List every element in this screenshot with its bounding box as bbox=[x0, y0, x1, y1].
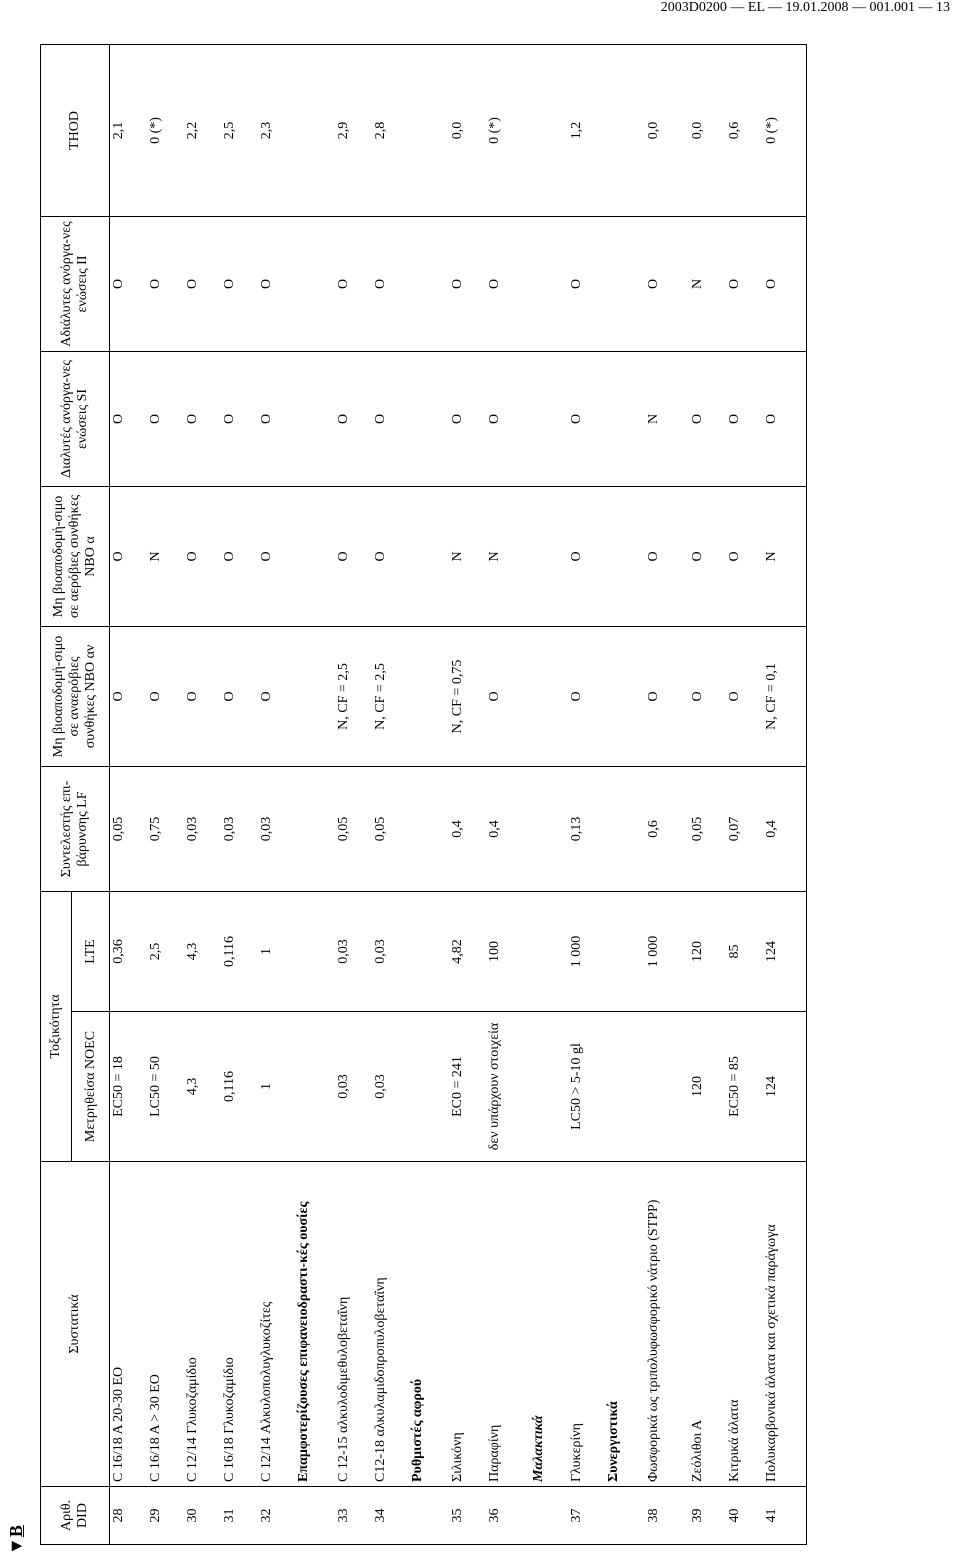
lte-cell: 4,3 bbox=[184, 891, 221, 1011]
component-cell: Πολυκαρβονικά άλατα και σχετικά παράγωγα bbox=[763, 1162, 807, 1487]
lf-cell: 0,05 bbox=[335, 766, 372, 891]
lte-cell: 1 000 bbox=[645, 891, 689, 1011]
did-cell: 32 bbox=[258, 1487, 295, 1545]
lte-cell: 4,82 bbox=[449, 891, 486, 1011]
thod-cell: 2,9 bbox=[335, 44, 372, 216]
si-cell: O bbox=[689, 351, 726, 486]
aerobic-cell: O bbox=[645, 486, 689, 626]
table-body bbox=[110, 44, 807, 1544]
lte-cell: 124 bbox=[763, 891, 807, 1011]
thod-cell: 2,2 bbox=[184, 44, 221, 216]
ii-cell: O bbox=[221, 216, 258, 351]
empty-cell bbox=[605, 626, 645, 766]
header-thod: THOD bbox=[41, 44, 110, 216]
lf-cell: 0,05 bbox=[689, 766, 726, 891]
empty-cell bbox=[530, 351, 568, 486]
table-row bbox=[335, 44, 372, 1544]
si-cell: O bbox=[486, 351, 530, 486]
empty-cell bbox=[409, 766, 449, 891]
table-row bbox=[221, 44, 258, 1544]
table-row bbox=[645, 44, 689, 1544]
section-row bbox=[530, 44, 568, 1544]
empty-cell bbox=[605, 486, 645, 626]
section-title: Συνεργιστικά bbox=[605, 1162, 645, 1487]
lte-cell: 1 000 bbox=[568, 891, 605, 1011]
did-cell: 41 bbox=[763, 1487, 807, 1545]
noec-cell: δεν υπάρχουν στοιχεία bbox=[486, 1012, 530, 1162]
empty-cell bbox=[409, 891, 449, 1011]
noec-cell: EC50 = 85 bbox=[726, 1012, 763, 1162]
did-cell bbox=[605, 1487, 645, 1545]
section-row bbox=[409, 44, 449, 1544]
lf-cell: 0,6 bbox=[645, 766, 689, 891]
lte-cell: 85 bbox=[726, 891, 763, 1011]
si-cell: O bbox=[449, 351, 486, 486]
ii-cell: O bbox=[258, 216, 295, 351]
ii-cell: O bbox=[726, 216, 763, 351]
component-cell: C 12/14 Αλκυλοπολυγλυκοζίτες bbox=[258, 1162, 295, 1487]
lf-cell: 0,07 bbox=[726, 766, 763, 891]
section-row bbox=[605, 44, 645, 1544]
lte-cell: 1 bbox=[258, 891, 295, 1011]
si-cell: O bbox=[335, 351, 372, 486]
empty-cell bbox=[530, 626, 568, 766]
did-cell: 31 bbox=[221, 1487, 258, 1545]
aerobic-cell: O bbox=[110, 486, 147, 626]
noec-cell bbox=[645, 1012, 689, 1162]
thod-cell: 0 (*) bbox=[486, 44, 530, 216]
thod-cell: 0,0 bbox=[449, 44, 486, 216]
component-cell: Σιλικόνη bbox=[449, 1162, 486, 1487]
header-anaerobic: Μη βιοαποδομή-σιμο σε αναερόβιες συνθήκες NBO αν bbox=[41, 626, 110, 766]
noec-cell: 4,3 bbox=[184, 1012, 221, 1162]
component-cell: C 16/18 A 20-30 EO bbox=[110, 1162, 147, 1487]
table-row bbox=[147, 44, 184, 1544]
table-row bbox=[110, 44, 147, 1544]
empty-cell bbox=[530, 891, 568, 1011]
ii-cell: O bbox=[335, 216, 372, 351]
lf-cell: 0,03 bbox=[221, 766, 258, 891]
thod-cell: 0,6 bbox=[726, 44, 763, 216]
component-cell: Ζεόλιθοι Α bbox=[689, 1162, 726, 1487]
noec-cell: 1 bbox=[258, 1012, 295, 1162]
empty-cell bbox=[409, 216, 449, 351]
anaerobic-cell: O bbox=[568, 626, 605, 766]
si-cell: O bbox=[184, 351, 221, 486]
section-title: Επαμφοτερίζουσες επιφανειοδραστι-κές ουσίες bbox=[295, 1162, 335, 1487]
lf-cell: 0,03 bbox=[184, 766, 221, 891]
lte-cell: 0,03 bbox=[335, 891, 372, 1011]
si-cell: N bbox=[645, 351, 689, 486]
section-row bbox=[295, 44, 335, 1544]
noec-cell: 0,03 bbox=[372, 1012, 409, 1162]
component-cell: Παραφίνη bbox=[486, 1162, 530, 1487]
empty-cell bbox=[605, 891, 645, 1011]
header-ii: Αδιάλυτες ανόργα-νες ενώσεις II bbox=[41, 216, 110, 351]
amendment-marker: ▼B bbox=[6, 1525, 26, 1555]
did-cell: 34 bbox=[372, 1487, 409, 1545]
empty-cell bbox=[295, 44, 335, 216]
table-row bbox=[184, 44, 221, 1544]
aerobic-cell: O bbox=[258, 486, 295, 626]
si-cell: O bbox=[147, 351, 184, 486]
ii-cell: O bbox=[763, 216, 807, 351]
noec-cell: 0,03 bbox=[335, 1012, 372, 1162]
lf-cell: 0,4 bbox=[486, 766, 530, 891]
empty-cell bbox=[409, 486, 449, 626]
empty-cell bbox=[530, 44, 568, 216]
aerobic-cell: N bbox=[449, 486, 486, 626]
lte-cell: 2,5 bbox=[147, 891, 184, 1011]
thod-cell: 2,3 bbox=[258, 44, 295, 216]
aerobic-cell: O bbox=[568, 486, 605, 626]
lte-cell: 0,03 bbox=[372, 891, 409, 1011]
noec-cell: LC50 > 5-10 gl bbox=[568, 1012, 605, 1162]
lf-cell: 0,05 bbox=[372, 766, 409, 891]
empty-cell bbox=[295, 766, 335, 891]
component-cell: C 12/14 Γλυκοζαμίδιο bbox=[184, 1162, 221, 1487]
aerobic-cell: O bbox=[184, 486, 221, 626]
ii-cell: N bbox=[689, 216, 726, 351]
noec-cell: EC50 = 18 bbox=[110, 1012, 147, 1162]
thod-cell: 2,1 bbox=[110, 44, 147, 216]
aerobic-cell: O bbox=[726, 486, 763, 626]
table-row bbox=[568, 44, 605, 1544]
lf-cell: 0,03 bbox=[258, 766, 295, 891]
header-lf: Συντελεστής επι-βάρυνσης LF bbox=[41, 766, 110, 891]
thod-cell: 0 (*) bbox=[763, 44, 807, 216]
aerobic-cell: N bbox=[486, 486, 530, 626]
table-row bbox=[449, 44, 486, 1544]
lte-cell: 0,116 bbox=[221, 891, 258, 1011]
anaerobic-cell: O bbox=[147, 626, 184, 766]
empty-cell bbox=[605, 351, 645, 486]
anaerobic-cell: O bbox=[726, 626, 763, 766]
did-cell: 33 bbox=[335, 1487, 372, 1545]
empty-cell bbox=[409, 44, 449, 216]
header-lte: LTE bbox=[72, 891, 110, 1011]
si-cell: O bbox=[568, 351, 605, 486]
thod-cell: 0,0 bbox=[689, 44, 726, 216]
empty-cell bbox=[530, 1012, 568, 1162]
did-cell: 35 bbox=[449, 1487, 486, 1545]
anaerobic-cell: O bbox=[110, 626, 147, 766]
empty-cell bbox=[409, 351, 449, 486]
ii-cell: O bbox=[147, 216, 184, 351]
aerobic-cell: O bbox=[221, 486, 258, 626]
lte-cell: 0,36 bbox=[110, 891, 147, 1011]
empty-cell bbox=[295, 486, 335, 626]
aerobic-cell: N bbox=[763, 486, 807, 626]
si-cell: O bbox=[221, 351, 258, 486]
thod-cell: 1,2 bbox=[568, 44, 605, 216]
empty-cell bbox=[295, 626, 335, 766]
table-row bbox=[486, 44, 530, 1544]
marker-letter: B bbox=[6, 1525, 26, 1538]
lte-cell: 100 bbox=[486, 891, 530, 1011]
anaerobic-cell: O bbox=[486, 626, 530, 766]
did-cell: 30 bbox=[184, 1487, 221, 1545]
noec-cell: 0,116 bbox=[221, 1012, 258, 1162]
si-cell: O bbox=[372, 351, 409, 486]
lf-cell: 0,75 bbox=[147, 766, 184, 891]
anaerobic-cell: O bbox=[221, 626, 258, 766]
empty-cell bbox=[295, 1012, 335, 1162]
header-aerobic: Μη βιοαποδομή-σιμο σε αερόβιες συνθήκες NBO α bbox=[41, 486, 110, 626]
lte-cell: 120 bbox=[689, 891, 726, 1011]
ii-cell: O bbox=[372, 216, 409, 351]
empty-cell bbox=[605, 216, 645, 351]
thod-cell: 2,8 bbox=[372, 44, 409, 216]
section-title: Μαλακτικά bbox=[530, 1162, 568, 1487]
rotated-table-container bbox=[40, 45, 935, 1545]
did-cell: 28 bbox=[110, 1487, 147, 1545]
section-title: Ρυθμιστές αφρού bbox=[409, 1162, 449, 1487]
ii-cell: O bbox=[110, 216, 147, 351]
lf-cell: 0,13 bbox=[568, 766, 605, 891]
component-cell: Κιτρικά άλατα bbox=[726, 1162, 763, 1487]
component-cell: C 16/18 A > 30 EO bbox=[147, 1162, 184, 1487]
empty-cell bbox=[605, 1012, 645, 1162]
aerobic-cell: N bbox=[147, 486, 184, 626]
header-toxicity: Τοξικότητα bbox=[41, 891, 72, 1161]
ii-cell: O bbox=[184, 216, 221, 351]
table-row bbox=[689, 44, 726, 1544]
did-cell: 38 bbox=[645, 1487, 689, 1545]
lf-cell: 0,4 bbox=[763, 766, 807, 891]
thod-cell: 0,0 bbox=[645, 44, 689, 216]
anaerobic-cell: N, CF = 0,75 bbox=[449, 626, 486, 766]
anaerobic-cell: O bbox=[258, 626, 295, 766]
si-cell: O bbox=[258, 351, 295, 486]
empty-cell bbox=[605, 766, 645, 891]
ii-cell: O bbox=[645, 216, 689, 351]
anaerobic-cell: O bbox=[689, 626, 726, 766]
empty-cell bbox=[530, 216, 568, 351]
header-noec: Μετρηθείσα NOEC bbox=[72, 1012, 110, 1162]
component-cell: C12-18 αλκυλαμιδοπροπυλοβεταΐνη bbox=[372, 1162, 409, 1487]
table-row bbox=[726, 44, 763, 1544]
header-components: Συστατικά bbox=[41, 1162, 110, 1487]
ii-cell: O bbox=[449, 216, 486, 351]
did-cell: 29 bbox=[147, 1487, 184, 1545]
did-cell: 37 bbox=[568, 1487, 605, 1545]
thod-cell: 2,5 bbox=[221, 44, 258, 216]
noec-cell: 124 bbox=[763, 1012, 807, 1162]
anaerobic-cell: N, CF = 2,5 bbox=[335, 626, 372, 766]
did-cell: 36 bbox=[486, 1487, 530, 1545]
empty-cell bbox=[295, 216, 335, 351]
did-cell: 39 bbox=[689, 1487, 726, 1545]
component-cell: Γλυκερίνη bbox=[568, 1162, 605, 1487]
table-row bbox=[763, 44, 807, 1544]
ingredients-table bbox=[40, 44, 807, 1545]
anaerobic-cell: N, CF = 0,1 bbox=[763, 626, 807, 766]
aerobic-cell: O bbox=[335, 486, 372, 626]
running-head: 2003D0200 — EL — 19.01.2008 — 001.001 — 13 bbox=[660, 0, 950, 15]
empty-cell bbox=[409, 1012, 449, 1162]
thod-cell: 0 (*) bbox=[147, 44, 184, 216]
empty-cell bbox=[295, 351, 335, 486]
si-cell: O bbox=[110, 351, 147, 486]
table-row bbox=[372, 44, 409, 1544]
anaerobic-cell: O bbox=[184, 626, 221, 766]
empty-cell bbox=[295, 891, 335, 1011]
noec-cell: LC50 = 50 bbox=[147, 1012, 184, 1162]
empty-cell bbox=[530, 486, 568, 626]
ii-cell: O bbox=[486, 216, 530, 351]
anaerobic-cell: N, CF = 2,5 bbox=[372, 626, 409, 766]
empty-cell bbox=[409, 626, 449, 766]
lf-cell: 0,05 bbox=[110, 766, 147, 891]
table-row bbox=[258, 44, 295, 1544]
did-cell: 40 bbox=[726, 1487, 763, 1545]
did-cell bbox=[409, 1487, 449, 1545]
ii-cell: O bbox=[568, 216, 605, 351]
did-cell bbox=[530, 1487, 568, 1545]
header-si: Διαλυτές ανόργα-νες ενώσεις SI bbox=[41, 351, 110, 486]
noec-cell: 120 bbox=[689, 1012, 726, 1162]
si-cell: O bbox=[726, 351, 763, 486]
did-cell bbox=[295, 1487, 335, 1545]
anaerobic-cell: O bbox=[645, 626, 689, 766]
component-cell: C 12-15 αλκυλοδιμεθυλοβεταΐνη bbox=[335, 1162, 372, 1487]
noec-cell: EC0 = 241 bbox=[449, 1012, 486, 1162]
lf-cell: 0,4 bbox=[449, 766, 486, 891]
empty-cell bbox=[605, 44, 645, 216]
aerobic-cell: O bbox=[372, 486, 409, 626]
empty-cell bbox=[530, 766, 568, 891]
header-did: Αριθ. DID bbox=[41, 1487, 110, 1545]
component-cell: Φωσφορικά ως τριπολυφωσφορικό νάτριο (STPP) bbox=[645, 1162, 689, 1487]
si-cell: O bbox=[763, 351, 807, 486]
component-cell: C 16/18 Γλυκοζαμίδιο bbox=[221, 1162, 258, 1487]
aerobic-cell: O bbox=[689, 486, 726, 626]
